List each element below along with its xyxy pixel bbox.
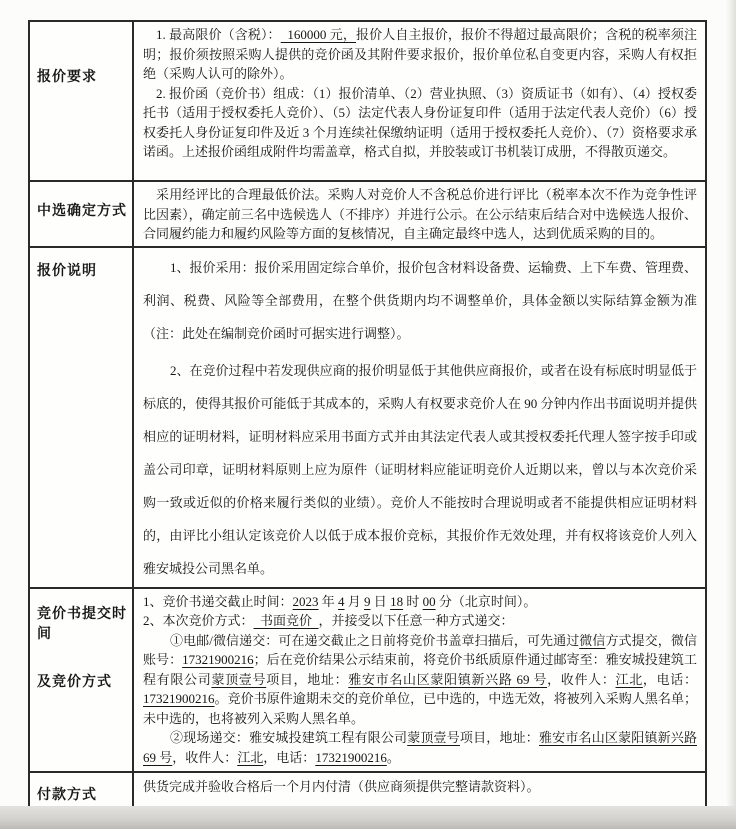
table-row-selection-method: [30, 180, 705, 246]
email-wechat-submission-clause: ①电邮/微信递交：可在递交截止之日前将竞价书盖章扫描后，可先通过微信方式提交，微信账号：17321900216；后在竞价结果公示结束前，将竞价书纸质原件通过邮寄至：雅安城投建筑工程有限公司蒙顶壹号项目，地址：雅安市名山区蒙阳镇新兴路 69 号，收件人：江北，电话：17321900216。竞价书原件逾期未交的竞价单位，已中选的，中选无效，将被列入采购人黑名单；未中选的，也将被列入采购人黑名单。: [143, 632, 697, 726]
scan-shadow-bottom-edge: [0, 806, 736, 829]
row-label-text-line2: 及竞价方式: [37, 672, 112, 689]
fixed-unit-price-clause: 1、报价采用：报价采用固定综合单价，报价包含材料设备费、运输费、上下车费、管理费、利润、税费、风险等全部费用，在整个供货期内均不调整单价，具体金额以实际结算金额为准（注：此处在编制竞价函时可据实进行调整）。: [143, 259, 697, 341]
table-row-quote-notes: [30, 246, 705, 587]
row-content-quote-requirements: [134, 22, 705, 180]
row-label-text: 付款方式: [37, 785, 97, 802]
row-label-selection-method: [30, 182, 134, 246]
below-cost-bid-clause: 2、在竞价过程中若发现供应商的报价明显低于其他供应商报价，或者在设有标底时明显低于标底的，使得其报价可能低于其成本的，采购人有权要求竞价人在 90 分钟内作出书面说明并提供相应的证明材料，证明材料应采用书面方式并由其法定代表人或其授权委托代理人签字按手印或盖公司印章，证明材料原则上应为原件（证明材料应能证明竞价人近期以来，曾以与本次竞价采购一致或近似的价格来履行类似的业绩）。竞价人不能按时合理说明或者不能提供相应证明材料的，由评比小组认定该竞价人以低于成本报价竞标，其报价作无效处理，并有权将该竞价人列入雅安城投公司黑名单。: [143, 362, 697, 576]
row-content-submission-time-method: [134, 589, 705, 771]
row-label-quote-notes: [30, 248, 134, 587]
evaluation-method-clause: 采用经评比的合理最低价法。采购人对竞价人不含税总价进行评比（税率本次不作为竞争性评比因素），确定前三名中选候选人（不排序）并进行公示。在公示结束后结合对中选候选人报价、合同履约能力和履约风险等方面的复核情况，自主确定最终中选人，达到优质采购的目的。: [143, 187, 697, 241]
bidding-terms-table: [28, 20, 707, 814]
table-row-quote-requirements: [30, 22, 705, 180]
row-label-text-line1: 竞价书提交时间: [37, 604, 127, 641]
scan-shadow-right-edge: [726, 0, 736, 829]
row-content-quote-notes: [134, 248, 705, 587]
onsite-submission-clause: ②现场递交：雅安城投建筑工程有限公司蒙顶壹号项目，地址：雅安市名山区蒙阳镇新兴路 69 号，收件人：江北，电话：17321900216。: [143, 730, 697, 765]
table-row-submission-time-method: [30, 587, 705, 771]
row-label-text: 报价要求: [37, 68, 97, 84]
payment-terms-clause: 供货完成并验收合格后一个月内付清（供应商须提供完整请款资料）。: [143, 778, 540, 794]
bid-method-clause: 2、本次竞价方式： 书面竞价 ，并接受以下任意一种方式递交：: [143, 613, 514, 628]
row-label-submission-time-method: [30, 589, 134, 771]
deadline-clause: 1、竞价书递交截止时间：2023 年 4 月 9 日 18 时 00 分（北京时间）。: [143, 593, 537, 609]
quote-letter-composition-clause: 2. 报价函（竞价书）组成：（1）报价清单、（2）营业执照、（3）资质证书（如有）、（4）授权委托书（适用于授权委托人竞价）、（5）法定代表人身份证复印件（适用于法定代表人竞价）（6）授权委托人身份证复印件及近 3 个月连续社保缴纳证明（适用于授权委托人竞价）、（7）资格要求承诺函。上述报价函组成附件均需盖章，格式自拟，并胶装或订书机装订成册，不得散页递交。: [143, 85, 697, 159]
row-content-selection-method: [134, 182, 705, 246]
row-label-text: 中选确定方式: [37, 202, 127, 218]
row-label-text: 报价说明: [37, 261, 97, 278]
max-price-clause: 1. 最高限价（含税）： 160000 元，报价人自主报价，报价不得超过最高限价；含税的税率须注明；报价须按照采购人提供的竞价函及其附件要求报价，报价单位私自变更内容，采购人有权拒绝（采购人认可的除外）。: [143, 27, 697, 81]
row-label-quote-requirements: [30, 22, 134, 180]
